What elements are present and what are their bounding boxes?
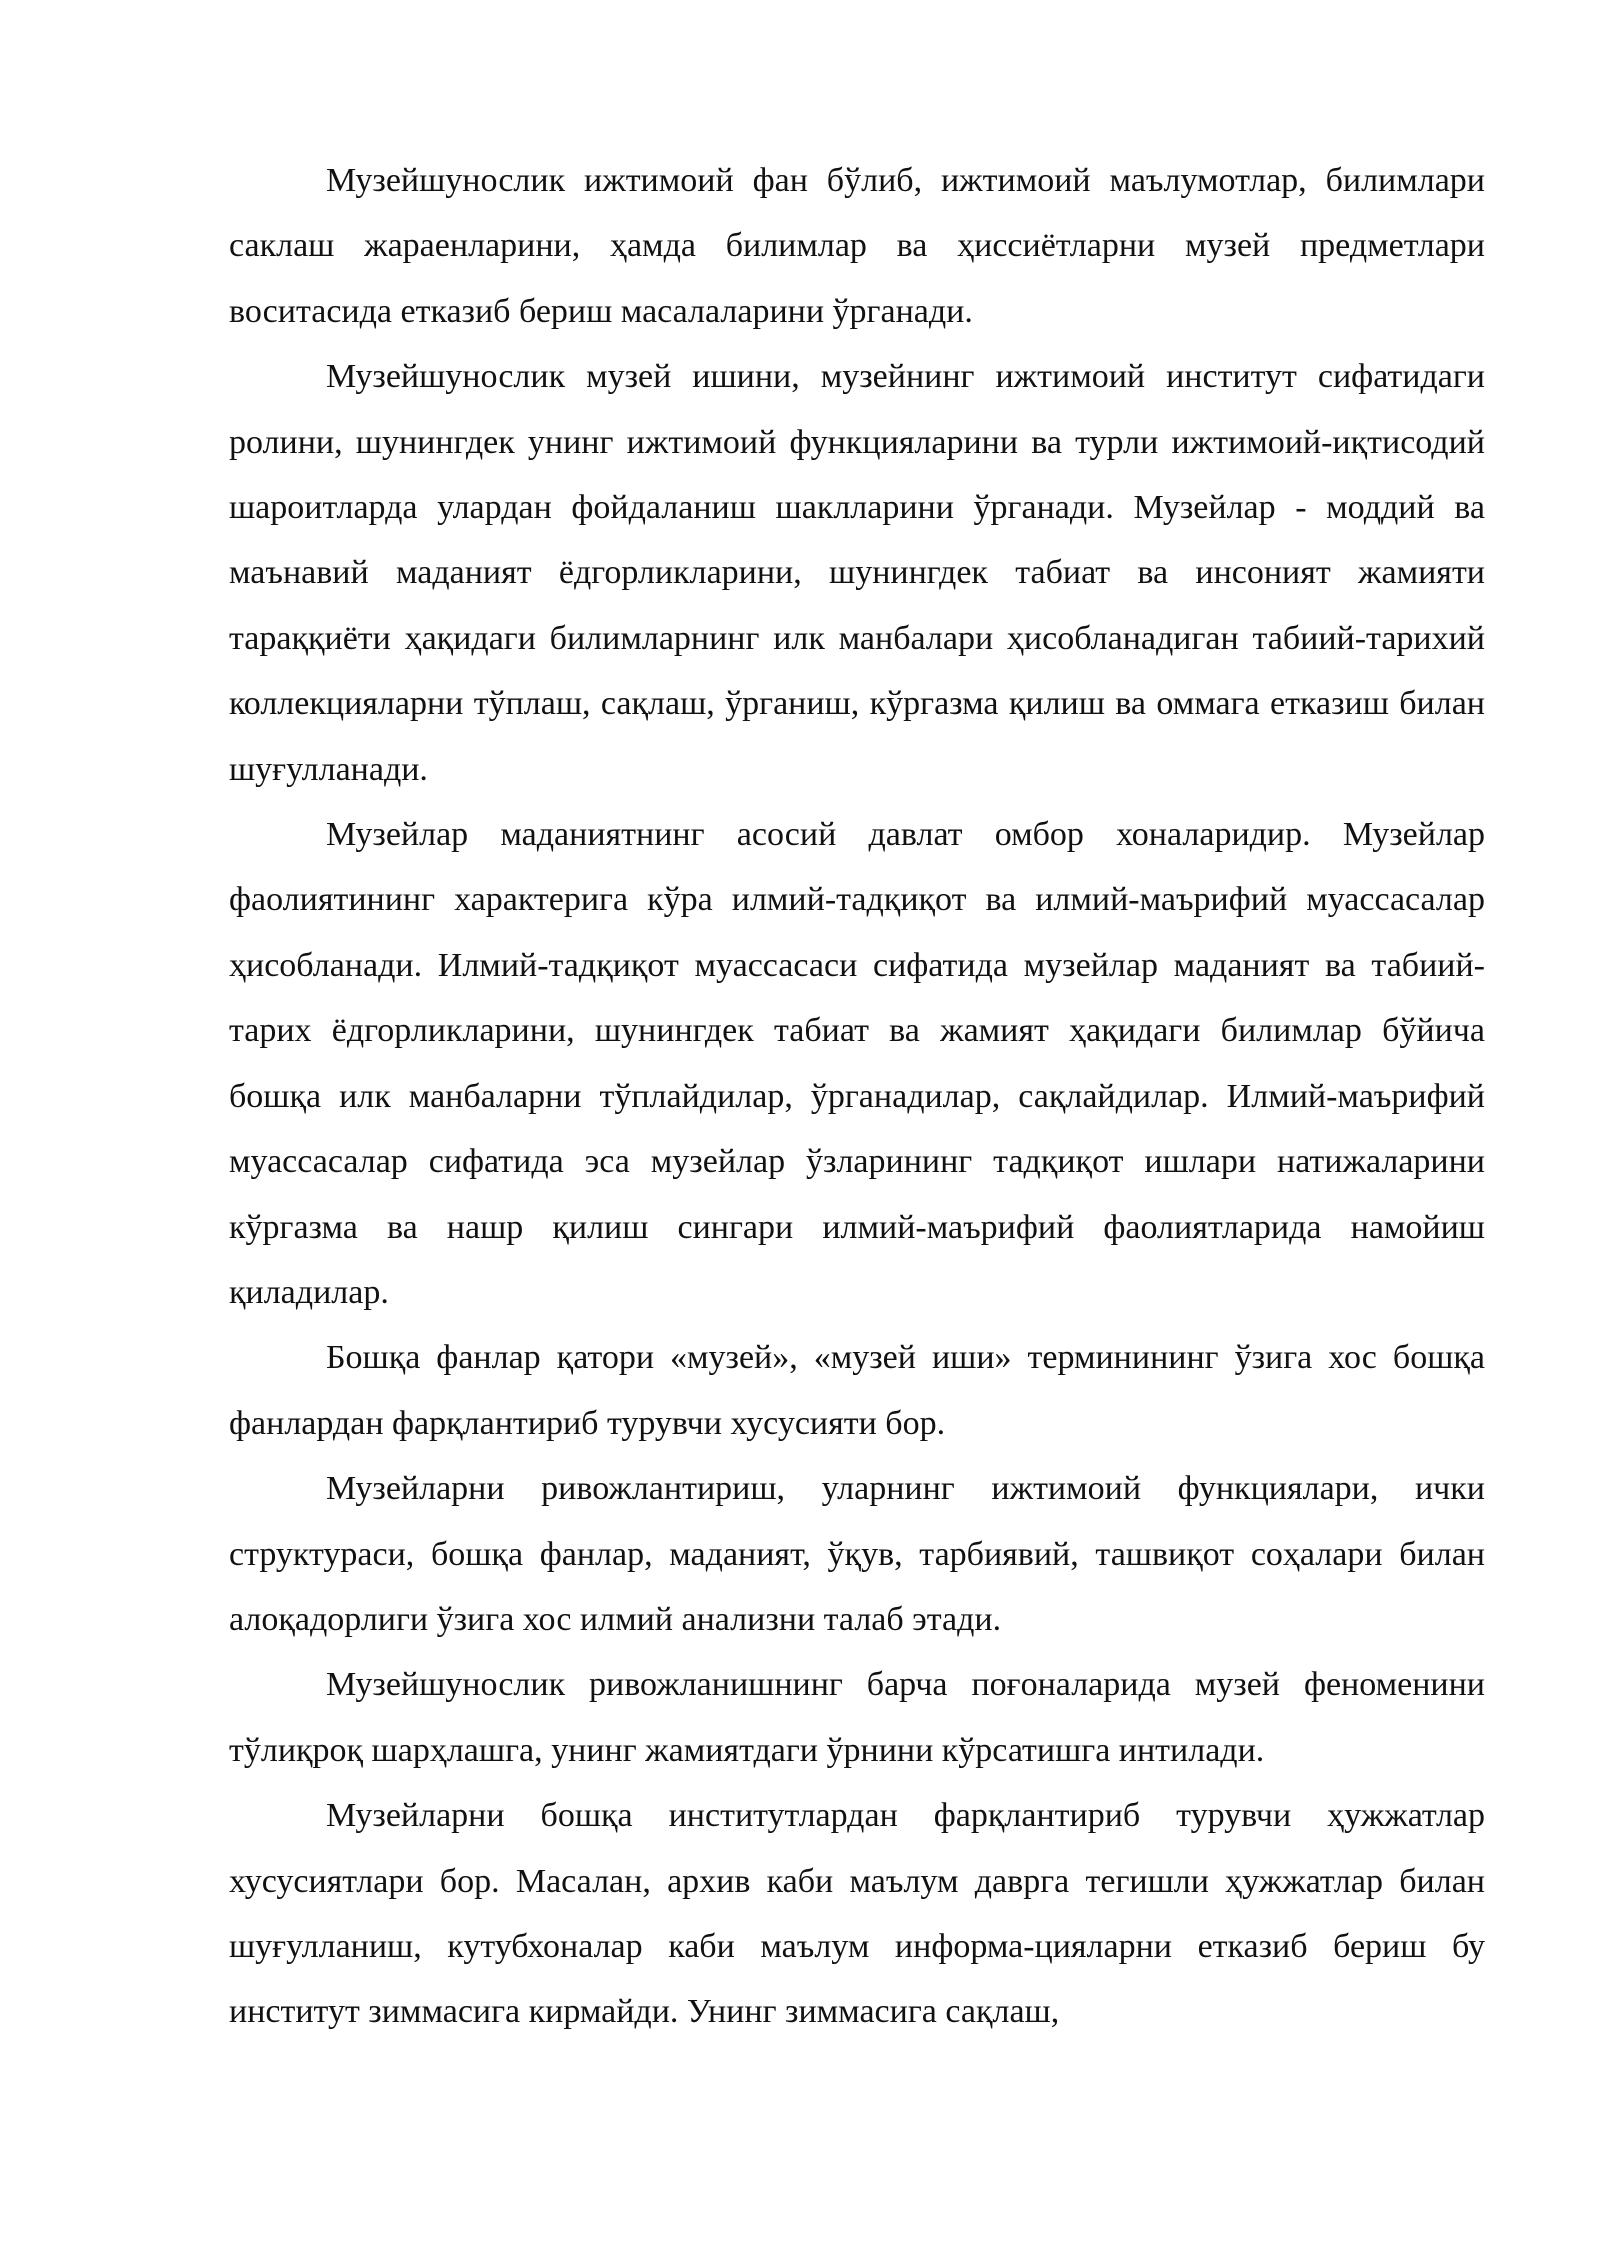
document-body: [229, 148, 1485, 2045]
paragraph: Бошқа фанлар қатори «музей», «музей иши» терминининг ўзига хос бошқа фанлардан фарқлантириб турувчи хусусияти бор.: [229, 1339, 1485, 1442]
paragraph: Музейларни ривожлантириш, уларнинг ижтимоий функциялари, ички структураси, бошқа фанлар, маданият, ўқув, тарбиявий, ташвиқот соҳалари билан алоқадорлиги ўзига хос илмий анализни талаб этади.: [229, 1470, 1485, 1638]
paragraph: Музейшунослик ижтимоий фан бўлиб, ижтимоий маълумотлар, билимлари саклаш жараенларини, ҳамда билимлар ва ҳиссиётларни музей предметлари воситасида етказиб бериш масалаларини ўрганади.: [229, 162, 1485, 330]
paragraph: Музейларни бошқа институтлардан фарқлантириб турувчи ҳужжатлар хусусиятлари бор. Масалан, архив каби маълум даврга тегишли ҳужжатлар билан шуғулланиш, кутубхоналар каби маълум информа-цияларни етказиб бериш бу институт зиммасига кирмайди. Унинг зиммасига сақлаш,: [229, 1797, 1485, 2031]
paragraph: Музейшунослик музей ишини, музейнинг ижтимоий институт сифатидаги ролини, шунингдек унинг ижтимоий функцияларини ва турли ижтимоий-иқтисодий шароитларда улардан фойдаланиш шаклларини ўрганади. Музейлар - моддий ва маънавий маданият ёдгорликларини, шунингдек табиат ва инсоният жамияти тараққиёти ҳақидаги билимларнинг илк манбалари ҳисобланадиган табиий-тарихий коллекцияларни тўплаш, сақлаш, ўрганиш, кўргазма қилиш ва оммага етказиш билан шуғулланади.: [229, 358, 1485, 788]
paragraph: Музейлар маданиятнинг асосий давлат омбор хоналаридир. Музейлар фаолиятининг характерига кўра илмий-тадқиқот ва илмий-маърифий муассасалар ҳисобланади. Илмий-тадқиқот муассасаси сифатида музейлар маданият ва табиий-тарих ёдгорликларини, шунингдек табиат ва жамият ҳақидаги билимлар бўйича бошқа илк манбаларни тўплайдилар, ўрганадилар, сақлайдилар. Илмий-маърифий муассасалар сифатида эса музейлар ўзларининг тадқиқот ишлари натижаларини кўргазма ва нашр қилиш сингари илмий-маърифий фаолиятларида намойиш қиладилар.: [229, 816, 1485, 1311]
paragraph: Музейшунослик ривожланишнинг барча поғоналарида музей феноменини тўлиқроқ шарҳлашга, унинг жамиятдаги ўрнини кўрсатишга интилади.: [229, 1666, 1485, 1769]
